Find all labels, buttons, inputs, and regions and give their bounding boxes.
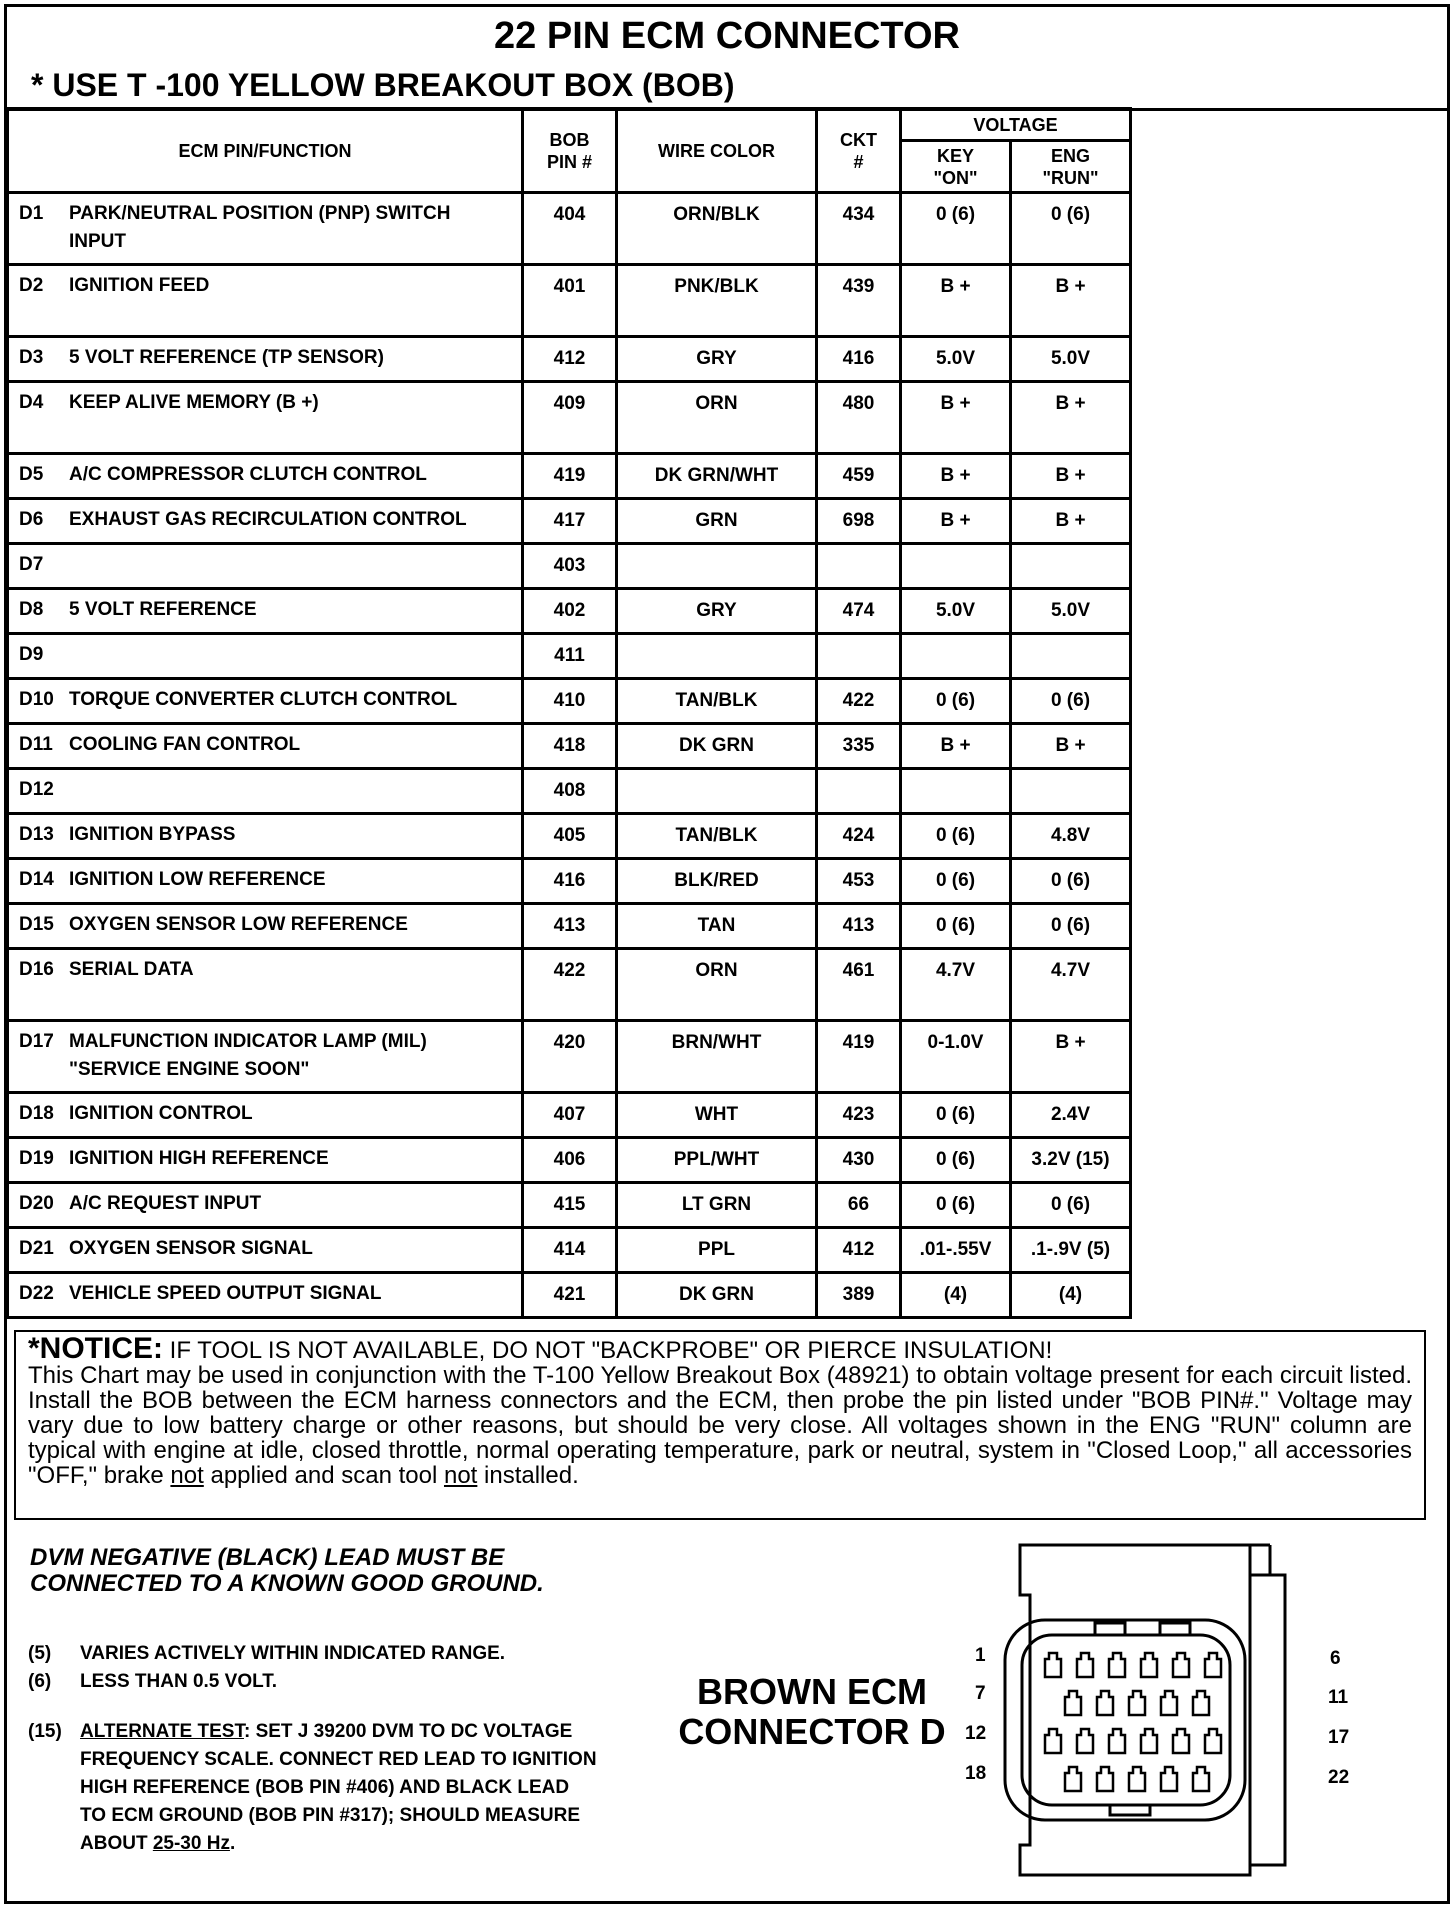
page-title: 22 PIN ECM CONNECTOR [494,15,960,57]
key-on-cell: B + [901,382,1011,454]
eng-run-cell: 2.4V [1011,1093,1131,1138]
wire-color-cell: BLK/RED [617,859,817,904]
table-row [8,337,1131,382]
pin-function-cell [8,724,523,769]
wire-color-cell: PNK/BLK [617,265,817,337]
pin-id: D9 [19,644,44,665]
table-row [8,1138,1131,1183]
pin-function: IGNITION LOW REFERENCE [69,869,326,890]
eng-run-cell: (4) [1011,1273,1131,1318]
footnote-15-frequency: 25-30 Hz [152,1833,230,1854]
dvm-warning [30,1545,544,1597]
bob-pin-cell: 407 [523,1093,617,1138]
pin-id: D12 [19,779,54,800]
key-on-cell: 0 (6) [901,679,1011,724]
table-row [8,814,1131,859]
connector-pin-15 [1141,1729,1157,1753]
pin-function: IGNITION HIGH REFERENCE [69,1148,329,1169]
connector-pin-9 [1129,1691,1145,1715]
bob-pin-cell: 412 [523,337,617,382]
table-row [8,679,1131,724]
connector-pin-label-6: 6 [1330,1648,1341,1669]
pin-id: D1 [19,203,44,224]
wire-color-cell: TAN/BLK [617,814,817,859]
pin-function-cell [8,679,523,724]
pin-function: A/C COMPRESSOR CLUTCH CONTROL [69,464,427,485]
notice-body-2: applied and scan tool [210,1462,438,1489]
notice-not-2: not [443,1462,478,1489]
table-row [8,859,1131,904]
footnote-6-text: LESS THAN 0.5 VOLT. [80,1671,278,1692]
eng-run-cell: B + [1011,382,1131,454]
wire-color-cell: PPL/WHT [617,1138,817,1183]
connector-pin-8 [1097,1691,1113,1715]
footnote-6 [28,1668,668,1696]
bob-pin-cell: 408 [523,769,617,814]
pin-id: D6 [19,509,44,530]
eng-run-cell: 0 (6) [1011,193,1131,265]
header-function: ECM PIN/FUNCTION [8,109,523,193]
notice-body: This Chart may be used in conjunction with the T-100 Yellow Breakout Box (48921) to obtain voltage present for each circuit listed. Install the BOB between the ECM harness connectors and the ECM, then probe the pin listed under "BOB PIN#." Voltage may vary due to low battery charge or other reasons, but should be very close. All voltages shown in the ENG "RUN" column are typical with engine at idle, closed throttle, normal operating temperature, park or neutral, system in "Closed Loop," all accessories "OFF," brake [28,1362,1412,1489]
footnote-15-about: ABOUT [80,1833,148,1854]
connector-keys [1095,1623,1190,1635]
key-on-cell: 0 (6) [901,1183,1011,1228]
key-on-cell: B + [901,265,1011,337]
pin-function: IGNITION BYPASS [69,824,236,845]
footnote-15-text: : SET J 39200 DVM TO DC VOLTAGE [243,1721,573,1742]
key-on-cell: 5.0V [901,589,1011,634]
dvm-line-1: DVM NEGATIVE (BLACK) LEAD MUST BE [30,1544,505,1571]
pin-function-cell [8,814,523,859]
pin-id: D7 [19,554,44,575]
eng-run-cell: 0 (6) [1011,904,1131,949]
table-row [8,382,1131,454]
connector-pin-label-17: 17 [1328,1727,1350,1748]
connector-title-line-2: CONNECTOR D [678,1711,946,1752]
ckt-cell: 424 [817,814,901,859]
pin-id: D13 [19,824,54,845]
wire-color-cell: TAN [617,904,817,949]
connector-pin-1 [1045,1653,1061,1677]
ckt-cell: 412 [817,1228,901,1273]
bob-pin-cell: 409 [523,382,617,454]
footnote-15-line-3: HIGH REFERENCE (BOB PIN #406) AND BLACK LEAD [80,1777,570,1798]
key-on-cell: B + [901,499,1011,544]
pin-id: D19 [19,1148,54,1169]
pin-id: D10 [19,689,54,710]
key-on-cell: 0 (6) [901,1138,1011,1183]
table-row [8,499,1131,544]
eng-run-cell: .1-.9V (5) [1011,1228,1131,1273]
footnote-15-line-2: FREQUENCY SCALE. CONNECT RED LEAD TO IGNITION [80,1749,597,1770]
table-row [8,454,1131,499]
ckt-cell: 461 [817,949,901,1021]
connector-pin-11 [1193,1691,1209,1715]
bob-pin-cell: 403 [523,544,617,589]
pin-id: D16 [19,959,54,980]
key-on-cell [901,769,1011,814]
pin-id: D2 [19,275,44,296]
footnote-15-line-4: TO ECM GROUND (BOB PIN #317); SHOULD MEASURE [80,1805,581,1826]
pin-function-cell [8,1273,523,1318]
pin-function: MALFUNCTION INDICATOR LAMP (MIL) [69,1031,427,1052]
key-on-cell: 0 (6) [901,1093,1011,1138]
bob-pin-cell: 413 [523,904,617,949]
pin-function: VEHICLE SPEED OUTPUT SIGNAL [69,1283,382,1304]
bob-pin-cell: 414 [523,1228,617,1273]
wire-color-cell: LT GRN [617,1183,817,1228]
pin-function-cell [8,1138,523,1183]
ckt-cell: 453 [817,859,901,904]
ckt-cell: 434 [817,193,901,265]
ckt-cell: 389 [817,1273,901,1318]
wire-color-cell [617,769,817,814]
pin-id: D14 [19,869,54,890]
connector-pin-5 [1173,1653,1189,1677]
wire-color-cell [617,544,817,589]
wire-color-cell: TAN/BLK [617,679,817,724]
key-on-cell: 0 (6) [901,814,1011,859]
notice-body-3: installed. [484,1462,579,1489]
notice-not-1: not [170,1462,204,1489]
table-row [8,1093,1131,1138]
eng-run-cell: 0 (6) [1011,1183,1131,1228]
header-wire-color: WIRE COLOR [617,109,817,193]
bob-pin-cell: 411 [523,634,617,679]
table-row [8,904,1131,949]
pin-id: D5 [19,464,44,485]
pin-function: COOLING FAN CONTROL [69,734,301,755]
connector-pin-3 [1109,1653,1125,1677]
connector-pin-19 [1097,1767,1113,1791]
pin-function: OXYGEN SENSOR SIGNAL [69,1238,313,1259]
pin-function-cell [8,1183,523,1228]
wire-color-cell: ORN/BLK [617,193,817,265]
eng-run-cell: B + [1011,454,1131,499]
header-ckt: CKT # [817,109,901,193]
key-on-cell: B + [901,724,1011,769]
eng-run-cell: B + [1011,265,1131,337]
key-on-cell: 0 (6) [901,193,1011,265]
header-eng-run: ENG "RUN" [1011,141,1131,193]
table-row [8,193,1131,265]
connector-pin-10 [1161,1691,1177,1715]
connector-pin-20 [1129,1767,1145,1791]
eng-run-cell: 5.0V [1011,589,1131,634]
bob-pin-cell: 418 [523,724,617,769]
wire-color-cell: ORN [617,949,817,1021]
table-row [8,544,1131,589]
pin-function-cell [8,1093,523,1138]
key-on-cell: (4) [901,1273,1011,1318]
pin-function: KEEP ALIVE MEMORY (B +) [69,392,319,413]
footnote-5-text: VARIES ACTIVELY WITHIN INDICATED RANGE. [80,1643,506,1664]
eng-run-cell: 4.7V [1011,949,1131,1021]
eng-run-cell: B + [1011,1021,1131,1093]
ckt-cell: 459 [817,454,901,499]
pin-id: D11 [19,734,53,755]
connector-pin-12 [1045,1729,1061,1753]
key-on-cell: B + [901,454,1011,499]
pin-function-cell [8,634,523,679]
pin-function-continued: "SERVICE ENGINE SOON" [69,1059,310,1080]
pin-function-cell [8,769,523,814]
ckt-cell: 423 [817,1093,901,1138]
table-row [8,589,1131,634]
ckt-cell [817,769,901,814]
connector-pin-label-1: 1 [975,1645,986,1666]
connector-pin-7 [1065,1691,1081,1715]
table-row [8,724,1131,769]
key-on-cell: .01-.55V [901,1228,1011,1273]
bob-pin-cell: 417 [523,499,617,544]
pin-function: OXYGEN SENSOR LOW REFERENCE [69,914,408,935]
ckt-cell: 335 [817,724,901,769]
connector-pin-13 [1077,1729,1093,1753]
ckt-cell: 422 [817,679,901,724]
pin-function-cell [8,337,523,382]
pin-function: 5 VOLT REFERENCE (TP SENSOR) [69,347,384,368]
wire-color-cell: GRY [617,589,817,634]
table-row [8,265,1131,337]
eng-run-cell: 4.8V [1011,814,1131,859]
pin-function-cell [8,904,523,949]
bob-pin-cell: 401 [523,265,617,337]
eng-run-cell: 0 (6) [1011,859,1131,904]
ckt-cell [817,544,901,589]
footnote-15 [28,1718,668,1858]
pin-function: TORQUE CONVERTER CLUTCH CONTROL [69,689,458,710]
header-voltage: VOLTAGE [901,109,1131,141]
dvm-line-2: CONNECTED TO A KNOWN GOOD GROUND. [30,1570,544,1597]
footnote-6-number: (6) [28,1671,52,1692]
connector-pin-22 [1193,1767,1209,1791]
pin-id: D3 [19,347,44,368]
header-bob-pin: BOB PIN # [523,109,617,193]
wire-color-cell: DK GRN/WHT [617,454,817,499]
footnote-5 [28,1640,668,1668]
pin-id: D18 [19,1103,54,1124]
pin-function-cell [8,859,523,904]
bob-pin-cell: 410 [523,679,617,724]
notice-lead: *NOTICE: [28,1332,163,1365]
wire-color-cell: PPL [617,1228,817,1273]
notice-warning: IF TOOL IS NOT AVAILABLE, DO NOT "BACKPROBE" OR PIERCE INSULATION! [169,1337,1053,1364]
pin-function-cell [8,589,523,634]
pin-table [6,107,1132,1319]
bob-pin-cell: 420 [523,1021,617,1093]
connector-pin-14 [1109,1729,1125,1753]
ckt-cell: 66 [817,1183,901,1228]
bob-pin-cell: 406 [523,1138,617,1183]
page-subtitle: * USE T -100 YELLOW BREAKOUT BOX (BOB) [31,67,735,103]
pin-id: D4 [19,392,44,413]
pin-function: EXHAUST GAS RECIRCULATION CONTROL [69,509,467,530]
bob-pin-cell: 419 [523,454,617,499]
pin-id: D22 [19,1283,54,1304]
key-on-cell [901,634,1011,679]
table-row [8,1273,1131,1318]
ckt-cell [817,634,901,679]
ckt-cell: 416 [817,337,901,382]
pin-function-cell [8,1228,523,1273]
pin-function-continued: INPUT [69,231,126,252]
footnote-15-end: . [229,1833,236,1854]
wire-color-cell: DK GRN [617,724,817,769]
connector-pin-2 [1077,1653,1093,1677]
bob-pin-cell: 405 [523,814,617,859]
connector-pin-16 [1173,1729,1189,1753]
eng-run-cell [1011,769,1131,814]
table-row [8,1183,1131,1228]
pin-function-cell [8,1021,523,1093]
pin-function-cell [8,454,523,499]
key-on-cell: 0 (6) [901,904,1011,949]
pin-function-cell [8,382,523,454]
connector-pin-17 [1205,1729,1221,1753]
ckt-cell: 419 [817,1021,901,1093]
bob-pin-cell: 416 [523,859,617,904]
ckt-cell: 474 [817,589,901,634]
bob-pin-cell: 422 [523,949,617,1021]
bob-pin-cell: 415 [523,1183,617,1228]
eng-run-cell [1011,634,1131,679]
connector-d-diagram [1000,1535,1330,1885]
table-row [8,1021,1131,1093]
wire-color-cell: DK GRN [617,1273,817,1318]
wire-color-cell: BRN/WHT [617,1021,817,1093]
connector-pin-label-11: 11 [1328,1687,1349,1708]
table-row [8,769,1131,814]
pin-function: PARK/NEUTRAL POSITION (PNP) SWITCH [69,203,451,224]
bob-pin-cell: 402 [523,589,617,634]
ckt-cell: 413 [817,904,901,949]
connector-pin-4 [1141,1653,1157,1677]
ckt-cell: 430 [817,1138,901,1183]
pin-function-cell [8,265,523,337]
pin-function-cell [8,544,523,589]
table-row [8,634,1131,679]
footnotes [28,1640,668,1858]
eng-run-cell: 0 (6) [1011,679,1131,724]
ckt-cell: 480 [817,382,901,454]
eng-run-cell: 3.2V (15) [1011,1138,1131,1183]
wire-color-cell: WHT [617,1093,817,1138]
wire-color-cell: GRY [617,337,817,382]
connector-title-line-1: BROWN ECM [697,1671,927,1712]
connector-pin-6 [1205,1653,1221,1677]
pin-id: D8 [19,599,44,620]
pin-id: D21 [19,1238,54,1259]
footnote-15-label: ALTERNATE TEST [80,1721,244,1742]
pin-id: D17 [19,1031,54,1052]
header-key-on: KEY "ON" [901,141,1011,193]
pin-function: IGNITION CONTROL [69,1103,253,1124]
connector-pin-grid [1045,1653,1221,1791]
eng-run-cell [1011,544,1131,589]
connector-pin-label-7: 7 [975,1683,986,1704]
pin-function-cell [8,499,523,544]
eng-run-cell: 5.0V [1011,337,1131,382]
wire-color-cell: ORN [617,382,817,454]
ckt-cell: 439 [817,265,901,337]
table-row [8,1228,1131,1273]
key-on-cell: 4.7V [901,949,1011,1021]
bob-pin-cell: 404 [523,193,617,265]
pin-function-cell [8,949,523,1021]
eng-run-cell: B + [1011,724,1131,769]
pin-function: SERIAL DATA [69,959,194,980]
key-on-cell: 5.0V [901,337,1011,382]
pin-id: D15 [19,914,54,935]
notice-box [14,1330,1426,1520]
bob-pin-cell: 421 [523,1273,617,1318]
key-on-cell [901,544,1011,589]
footnote-5-number: (5) [28,1643,52,1664]
connector-pin-label-22: 22 [1328,1767,1350,1788]
pin-function-cell [8,193,523,265]
wire-color-cell [617,634,817,679]
connector-pin-label-12: 12 [965,1723,987,1744]
connector-pin-21 [1161,1767,1177,1791]
pin-function: A/C REQUEST INPUT [69,1193,262,1214]
table-row [8,949,1131,1021]
eng-run-cell: B + [1011,499,1131,544]
key-on-cell: 0-1.0V [901,1021,1011,1093]
connector-pin-18 [1065,1767,1081,1791]
wire-color-cell: GRN [617,499,817,544]
pin-function: 5 VOLT REFERENCE [69,599,257,620]
key-on-cell: 0 (6) [901,859,1011,904]
pin-function: IGNITION FEED [69,275,210,296]
title-box [7,7,1447,111]
footnote-15-number: (15) [28,1721,62,1742]
ckt-cell: 698 [817,499,901,544]
connector-pin-label-18: 18 [965,1763,987,1784]
pin-id: D20 [19,1193,54,1214]
connector-title [672,1672,952,1752]
